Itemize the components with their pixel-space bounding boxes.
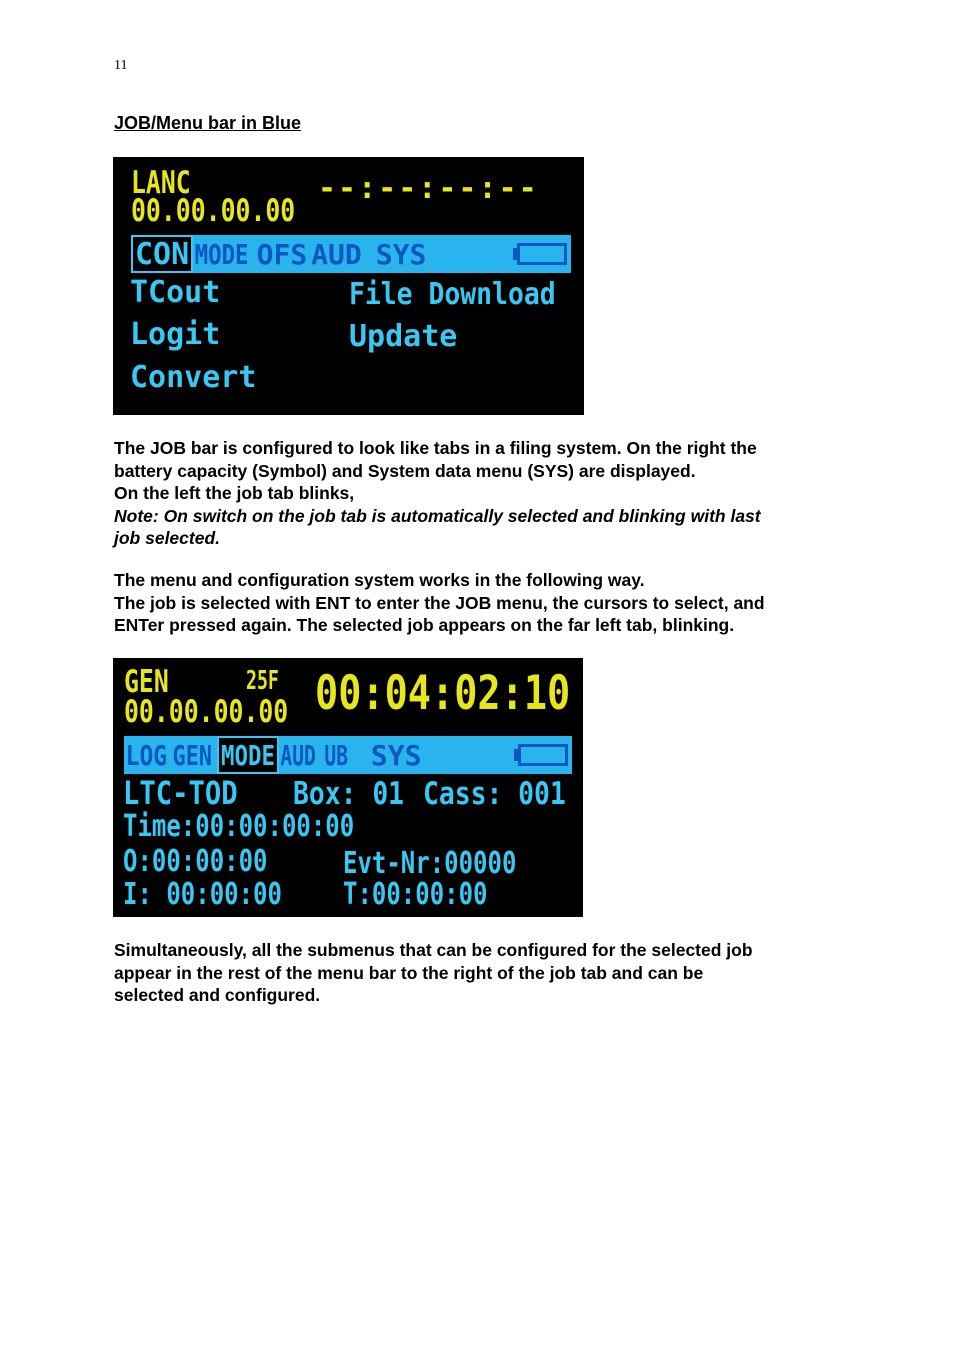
- tab-aud[interactable]: AUD: [311, 237, 362, 271]
- note-line: Note: On switch on the job tab is automatically selected and blinking with last: [114, 505, 761, 526]
- timecode-small: 00.00.00.00: [131, 193, 296, 229]
- job-menu-bar: [131, 235, 571, 273]
- menu-item-logit[interactable]: Logit: [130, 317, 221, 352]
- battery-icon: [513, 243, 567, 266]
- section-heading: JOB/Menu bar in Blue: [114, 113, 302, 133]
- mode-label: GEN: [124, 664, 169, 700]
- menu-item-tcout[interactable]: TCout: [130, 275, 221, 310]
- tab-mode[interactable]: MODE: [194, 237, 249, 271]
- mode-label: LANC: [131, 165, 191, 201]
- tab-sys[interactable]: SYS: [370, 738, 422, 772]
- page-number: 11: [114, 58, 128, 73]
- event-number-value[interactable]: Evt-Nr:00000: [343, 846, 517, 881]
- tab-log[interactable]: LOG: [125, 738, 168, 772]
- job-menu-bar: [124, 736, 572, 774]
- tab-mode[interactable]: MODE: [217, 736, 278, 774]
- cass-value[interactable]: Cass: 001: [423, 776, 566, 812]
- timecode-large: 00:04:02:10: [315, 666, 571, 721]
- paragraph-job-bar: The JOB bar is configured to look like tabs in a filing system. On the right the battery capacity (Symbol) and System data menu (SYS) are displayed. On the left the job tab blinks, Note: On switch on the job tab is automatically selected and blinking with last job selected.: [114, 437, 854, 550]
- oled-screen-gen: [113, 658, 583, 917]
- total-time-value[interactable]: T:00:00:00: [343, 877, 488, 912]
- oled-screen-job-menu: [113, 157, 584, 415]
- tab-aud[interactable]: AUD: [279, 738, 316, 772]
- paragraph-submenus: Simultaneously, all the submenus that can be configured for the selected job appear in the rest of the menu bar to the right of the job tab and can be selected and configured.: [114, 940, 753, 1005]
- time-value[interactable]: Time:00:00:00:00: [123, 809, 355, 844]
- tab-ofs[interactable]: OFS: [256, 237, 308, 271]
- battery-icon: [514, 744, 568, 767]
- in-point-value[interactable]: I: 00:00:00: [123, 877, 282, 912]
- fps-label: 25F: [246, 666, 279, 696]
- tab-sys[interactable]: SYS: [375, 237, 427, 271]
- tab-ub[interactable]: UB: [324, 738, 349, 772]
- out-point-value[interactable]: O:00:00:00: [123, 844, 268, 879]
- timecode-large: --:--:--:--: [318, 171, 539, 206]
- menu-item-update[interactable]: Update: [349, 319, 458, 354]
- paragraph-menu-system: The menu and configuration system works in the following way. The job is selected with ENT to enter the JOB menu, the cursors to select, and ENTer pressed again. The selected job appears on the far left tab, blinking.: [114, 570, 765, 635]
- ltc-mode-value[interactable]: LTC-TOD: [123, 774, 238, 812]
- menu-item-file-download[interactable]: File Download: [349, 277, 556, 312]
- tab-con[interactable]: CON: [131, 235, 193, 273]
- tab-gen[interactable]: GEN: [172, 738, 212, 772]
- timecode-small: 00.00.00.00: [124, 694, 289, 730]
- box-value[interactable]: Box: 01: [293, 776, 405, 812]
- note-line: job selected.: [114, 528, 221, 548]
- menu-item-convert[interactable]: Convert: [130, 360, 257, 395]
